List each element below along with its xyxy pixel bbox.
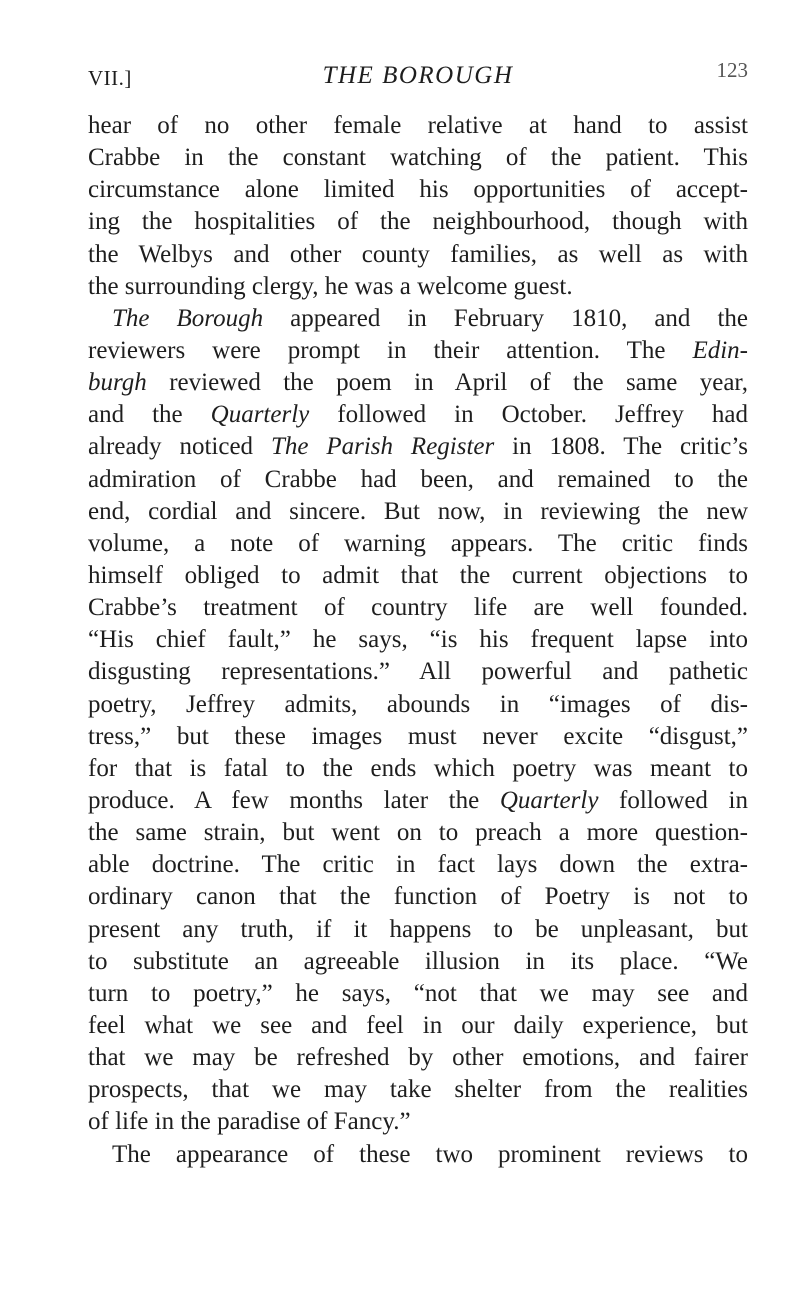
text-line (88, 528, 748, 560)
text-segment: already noticed (88, 433, 271, 461)
text-line (88, 110, 748, 142)
text-line (88, 881, 748, 913)
text-segment: followed in (598, 786, 748, 814)
text-line (88, 721, 748, 753)
text-line (88, 560, 748, 592)
text-segment: admiration of Crabbe had been, and remained to the (88, 465, 748, 493)
text-line (88, 1106, 748, 1138)
text-line (88, 753, 748, 785)
text-segment: turn to poetry,” he says, “not that we may see and (88, 979, 748, 1007)
body-text (88, 110, 748, 1171)
text-line (88, 656, 748, 688)
text-segment: the Welbys and other county families, as well as with (88, 240, 748, 268)
italic-title-text: The Parish Register (270, 433, 495, 461)
text-line (88, 239, 748, 271)
text-segment: hear of no other female relative at hand to assist (88, 112, 748, 139)
text-segment: himself obliged to admit that the current objections to (88, 561, 748, 589)
text-line (88, 1042, 748, 1074)
text-segment: reviewed the poem in April of the same year, (146, 369, 748, 397)
text-segment: end, cordial and sincere. But now, in reviewing the new (88, 497, 748, 525)
text-line (88, 624, 748, 656)
running-title: THE BOROUGH (322, 62, 514, 89)
text-line (88, 817, 748, 849)
text-segment: poetry, Jeffrey admits, abounds in “images of dis- (88, 690, 748, 718)
text-segment: ing the hospitalities of the neighbourhood, though with (88, 208, 748, 236)
text-line (88, 592, 748, 624)
italic-title-text: Quarterly (210, 401, 310, 429)
italic-title-text: Edin- (692, 336, 748, 364)
text-segment: volume, a note of warning appears. The critic finds (88, 529, 748, 557)
text-segment: tress,” but these images must never excite “disgust,” (88, 722, 748, 750)
text-segment: disgusting representations.” All powerful and pathetic (88, 658, 748, 686)
text-segment: of life in the paradise of Fancy.” (88, 1108, 411, 1136)
text-line (88, 849, 748, 881)
text-segment: the same strain, but went on to preach a more question- (88, 819, 748, 847)
text-line (88, 689, 748, 721)
text-segment: The appearance of these two prominent reviews to (112, 1140, 748, 1168)
text-line (88, 174, 748, 206)
text-segment: followed in October. Jeffrey had (309, 401, 748, 429)
text-segment: to substitute an agreeable illusion in its place. “We (88, 947, 748, 975)
text-line (88, 271, 748, 303)
text-line (88, 946, 748, 978)
text-segment: circumstance alone limited his opportunities of accept- (88, 176, 748, 204)
text-line (88, 1074, 748, 1106)
italic-title-text: burgh (88, 369, 147, 397)
italic-title-text: Quarterly (499, 786, 599, 814)
text-segment: that we may be refreshed by other emotions, and fairer (88, 1044, 748, 1072)
chapter-number: VII.] (88, 66, 132, 90)
text-line (88, 1010, 748, 1042)
text-line (88, 785, 748, 817)
text-line (88, 496, 748, 528)
text-segment: for that is fatal to the ends which poetry was meant to (88, 754, 748, 782)
text-segment: and the (88, 401, 211, 429)
italic-title-text: The Borough (112, 304, 264, 332)
text-segment: produce. A few months later the (88, 786, 500, 814)
page-number: 123 (716, 58, 748, 82)
text-segment: present any truth, if it happens to be unpleasant, but (88, 915, 748, 943)
running-head (88, 58, 748, 98)
text-line (88, 367, 748, 399)
text-segment: ordinary canon that the function of Poetry is not to (88, 883, 748, 911)
text-segment: prospects, that we may take shelter from the realities (88, 1076, 748, 1104)
text-segment: able doctrine. The critic in fact lays down the extra- (88, 851, 748, 879)
text-segment: in 1808. The critic’s (494, 433, 748, 461)
text-line (88, 1139, 748, 1171)
text-line (88, 142, 748, 174)
text-segment: the surrounding clergy, he was a welcome guest. (88, 272, 573, 300)
text-segment: Crabbe’s treatment of country life are well founded. (88, 594, 748, 622)
text-line (88, 978, 748, 1010)
text-line (88, 303, 748, 335)
text-line (88, 399, 748, 431)
text-line (88, 431, 748, 463)
text-segment: feel what we see and feel in our daily experience, but (88, 1011, 748, 1039)
text-segment: appeared in February 1810, and the (263, 304, 748, 332)
text-segment: “His chief fault,” he says, “is his frequent lapse into (88, 626, 748, 654)
text-line (88, 335, 748, 367)
text-line (88, 206, 748, 238)
text-segment: Crabbe in the constant watching of the patient. This (88, 144, 748, 172)
text-line (88, 464, 748, 496)
text-segment: reviewers were prompt in their attention. The (88, 336, 693, 364)
text-line (88, 914, 748, 946)
